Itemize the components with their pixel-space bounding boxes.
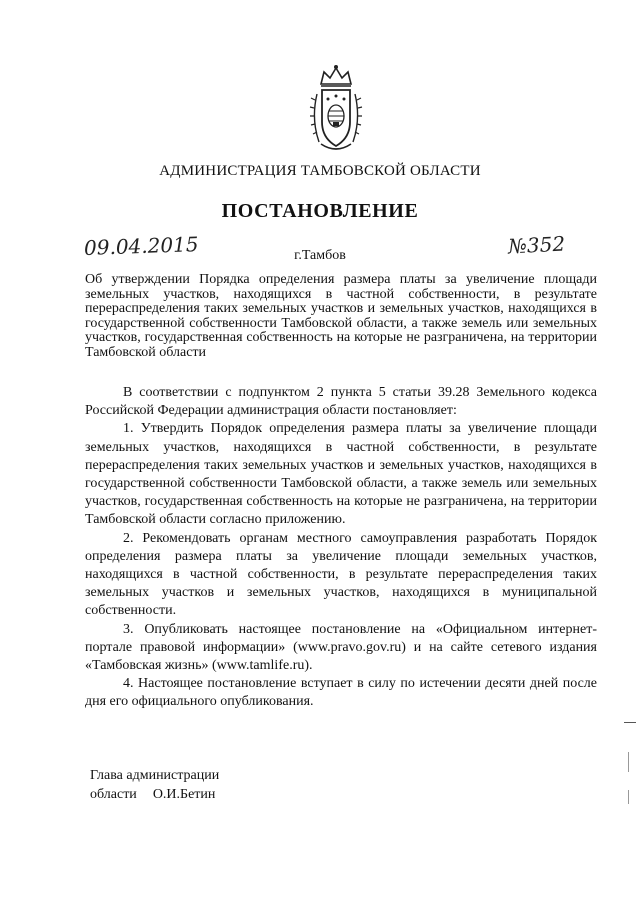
document-type-title: ПОСТАНОВЛЕНИЕ <box>221 200 419 222</box>
document-date: 09.04.2015 <box>83 232 199 260</box>
body-item-4: 4. Настоящее постановление вступает в силу по истечении десяти дней после дня его официального опубликования. <box>85 676 597 710</box>
signature-block <box>90 766 219 804</box>
signatory-position-line1: Глава администрации <box>90 768 220 783</box>
signatory-name: О.И.Бетин <box>152 787 216 802</box>
body-item-3: 3. Опубликовать настоящее постановление на «Официальном интернет-портале правовой информации» (www.pravo.gov.ru) и на сайте сетевого издания «Тамбовская жизнь» (www.tamlife.ru). <box>85 621 597 674</box>
signatory-position-line2: области <box>90 787 137 802</box>
body-item-1: 1. Утвердить Порядок определения размера платы за увеличение площади земельных участков, находящихся в частной собственности, в результате перераспределения таких земельных участков и земельных участков, находящихся в государственной собственности Тамбовской области, а также земель или земельных участков, государственная собственность на которые не разграничена, на территории Тамбовской области согласно приложению. <box>85 421 597 528</box>
document-number: №352 <box>507 231 566 259</box>
scan-margin-mark <box>628 752 629 772</box>
document-body <box>85 384 597 712</box>
body-item-2: 2. Рекомендовать органам местного самоуправления разработать Порядок определения размера платы за увеличение площади земельных участков, находящихся в частной собственности, в результате перераспределения таких земельных участков и земельных участков, находящихся в муниципальной собственности. <box>85 530 597 619</box>
document-subject: Об утверждении Порядка определения размера платы за увеличение площади земельных участков, находящихся в частной собственности, в результате перераспределения таких земельных участков и земельных участков, находящихся в государственной собственности Тамбовской области, а также земель или земельных участков, государственная собственность на которые не разграничена, на территории Тамбовской области <box>85 272 597 360</box>
document-city: г.Тамбов <box>294 248 346 263</box>
scan-margin-mark <box>628 790 629 804</box>
issuing-authority: АДМИНИСТРАЦИЯ ТАМБОВСКОЙ ОБЛАСТИ <box>159 163 481 179</box>
scan-margin-mark <box>624 722 636 723</box>
tambov-region-coat-of-arms-icon <box>309 64 363 156</box>
body-preamble: В соответствии с подпунктом 2 пункта 5 статьи 39.28 Земельного кодекса Российской Федерации администрация области постановляет: <box>85 385 597 419</box>
